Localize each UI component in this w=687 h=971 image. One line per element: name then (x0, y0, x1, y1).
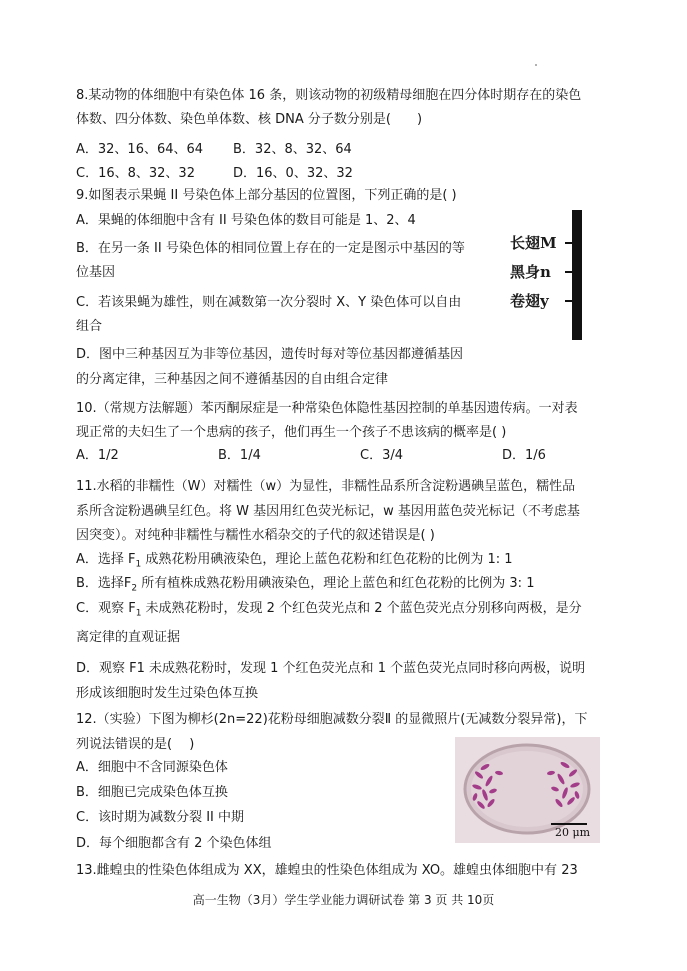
q11-option-b: B．选择$F_2$ 所有植株成熟花粉用碘液染色，理论上蓝色和红色花粉的比例为 3: 1 (76, 576, 535, 594)
q12-stem-line1: 12.（实验）下图为柳杉(2n=22)花粉母细胞减数分裂Ⅱ 的显微照片(无减数分裂异常)，下 (76, 712, 588, 727)
scan-dot (535, 64, 537, 66)
q11-option-c-line1: C．观察 $F_1$ 未成熟花粉时，发现 2 个红色荧光点和 2 个蓝色荧光点分别移向两极，是分 (76, 601, 582, 619)
q9-option-c-line1: C．若该果蝇为雄性，则在减数第一次分裂时 X、Y 染色体可以自由 (76, 295, 462, 310)
q10-option-b: B．1/4 (218, 448, 261, 463)
q8-stem-line1: 8.某动物的体细胞中有染色体 16 条，则该动物的初级精母细胞在四分体时期存在的染色 (76, 88, 582, 103)
page-footer: 高一生物（3月）学生学业能力调研试卷 第 3 页 共 10页 (192, 893, 495, 907)
gene-tick (565, 271, 573, 273)
q8-option-d: D．16、0、32、32 (233, 166, 353, 181)
gene-tick (565, 300, 573, 302)
q10-option-a: A．1/2 (76, 448, 119, 463)
q8-option-a: A．32、16、64、64 (76, 142, 204, 157)
q11-option-d-line1: D．观察 F1 未成熟花粉时，发现 1 个红色荧光点和 1 个蓝色荧光点同时移向两极，说明 (76, 661, 586, 676)
q12-option-a: A．细胞中不含同源染色体 (76, 760, 228, 775)
q9-stem: 9.如图表示果蝇 II 号染色体上部分基因的位置图，下列正确的是( ) (76, 188, 457, 203)
q12-option-c: C．该时期为减数分裂 II 中期 (76, 810, 245, 825)
gene-tick (565, 242, 573, 244)
q13-stem-line1: 13.雌蝗虫的性染色体组成为 XX，雄蝗虫的性染色体组成为 XO。雄蝗虫体细胞中有 23 (76, 863, 578, 878)
q11-stem-line2: 系所含淀粉遇碘呈红色。将 W 基因用红色荧光标记，w 基因用蓝色荧光标记（不考虑基 (76, 504, 580, 519)
q11-stem-line3: 因突变）。对纯种非糯性与糯性水稻杂交的子代的叙述错误是( ) (76, 528, 435, 543)
q8-option-c: C．16、8、32、32 (76, 166, 195, 181)
chromosome-gene-figure (510, 210, 590, 340)
gene-label-long-wing: 长翅M (510, 234, 557, 252)
q11-option-d-line2: 形成该细胞时发生过染色体互换 (76, 686, 259, 701)
q8-option-b: B．32、8、32、64 (233, 142, 352, 157)
q9-option-d-line2: 的分离定律，三种基因之间不遵循基因的自由组合定律 (76, 372, 389, 387)
scale-bar-label: 20 μm (555, 826, 591, 839)
q12-option-d: D．每个细胞都含有 2 个染色体组 (76, 836, 272, 851)
q9-option-b-line2: 位基因 (76, 265, 116, 280)
q11-option-a: A．选择 $F_1$ 成熟花粉用碘液染色，理论上蓝色花粉和红色花粉的比例为 1: 1 (76, 552, 513, 570)
gene-label-curly-wing: 卷翅y (510, 292, 549, 310)
q10-option-d: D．1/6 (502, 448, 546, 463)
q10-stem-line2: 现正常的夫妇生了一个患病的孩子，他们再生一个孩子不患该病的概率是( ) (76, 425, 507, 440)
q11-option-c-line2: 离定律的直观证据 (76, 630, 181, 645)
q10-option-c: C．3/4 (360, 448, 403, 463)
q8-stem-line2: 体数、四分体数、染色单体数、核 DNA 分子数分别是( ) (76, 112, 423, 127)
q9-option-b-line1: B．在另一条 II 号染色体的相同位置上存在的一定是图示中基因的等 (76, 241, 465, 256)
chromosome-bar (572, 210, 582, 340)
q11-stem-line1: 11.水稻的非糯性（W）对糯性（w）为显性，非糯性品系所含淀粉遇碘呈蓝色，糯性品 (76, 479, 576, 494)
q12-stem-line2: 列说法错误的是( ) (76, 737, 195, 752)
q10-stem-line1: 10.（常规方法解题）苯丙酮尿症是一种常染色体隐性基因控制的单基因遗传病。一对表 (76, 401, 578, 416)
q9-option-c-line2: 组合 (76, 319, 103, 334)
gene-label-black-body: 黑身n (510, 263, 551, 281)
q12-option-b: B．细胞已完成染色体互换 (76, 785, 228, 800)
q9-option-d-line1: D．图中三种基因互为非等位基因，遗传时每对等位基因都遵循基因 (76, 347, 464, 362)
q9-option-a: A．果蝇的体细胞中含有 II 号染色体的数目可能是 1、2、4 (76, 213, 416, 228)
micrograph-image (455, 737, 600, 843)
